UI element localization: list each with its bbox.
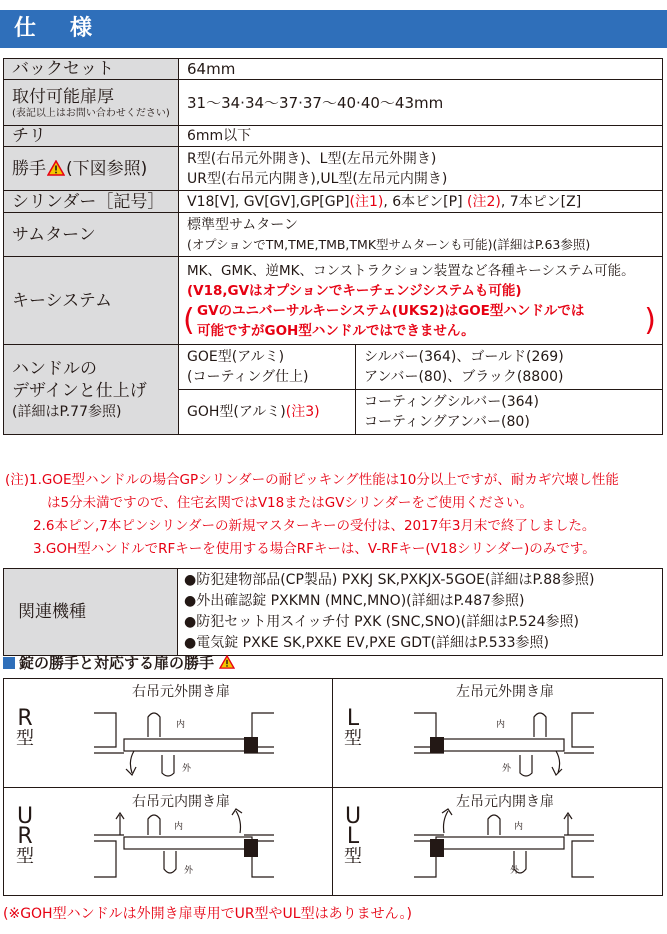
value-chiri: 6mm以下 xyxy=(179,126,663,147)
label-door-thickness: 取付可能扉厚 (表記以上はお問い合わせください) xyxy=(4,80,179,126)
inside-label: 内 xyxy=(514,822,524,832)
value-handle-goe xyxy=(179,345,663,390)
r-type-label: R 型 xyxy=(16,706,34,749)
section-header: 仕 様 xyxy=(0,10,667,48)
value-handle-goh xyxy=(179,390,663,435)
related-item: ●防犯建物部品(CP製品) PXKJ SK,PXKJX-5GOE(詳細はP.88参照) xyxy=(184,572,595,588)
goh-subtable: GOH型(アルミ)(注3) コーティングシルバー(364) コーティングアンバー(80) xyxy=(179,390,662,434)
related-item: ●外出確認錠 PXKMN (MNC,MNO)(詳細はP.487参照) xyxy=(184,593,525,609)
row-chiri xyxy=(4,126,663,147)
outside-label: 外 xyxy=(510,866,520,876)
note-2: 2.6本ピン,7本ピンシリンダーの新規マスターキーの受付は、2017年3月末で終了しました。 xyxy=(33,518,596,534)
row-handle-goe xyxy=(4,345,663,390)
label-thumbturn: サムターン xyxy=(4,213,179,257)
outside-label: 外 xyxy=(502,764,512,774)
value-backset: 64mm xyxy=(179,59,663,80)
handing-diagram xyxy=(3,678,663,896)
goe-subtable: GOE型(アルミ) (コーティング仕上) シルバー(364)、ゴールド(269) アンバー(80)、ブラック(8800) xyxy=(179,345,662,389)
row-cylinder xyxy=(4,191,663,213)
related-list xyxy=(178,569,663,656)
label-chiri: チリ xyxy=(4,126,179,147)
square-bullet-icon xyxy=(3,657,15,669)
ur-door-drawing xyxy=(64,807,304,895)
related-item: ●電気錠 PXKE SK,PXKE EV,PXE GDT(詳細はP.533参照) xyxy=(184,635,549,651)
l-door-drawing xyxy=(384,699,624,784)
label-cylinder: シリンダー［記号］ xyxy=(4,191,179,213)
note-1a: (注)1.GOE型ハンドルの場合GPシリンダーの耐ピッキング性能は10分以上ですが、耐カギ穴壊し性能 xyxy=(5,472,619,488)
spec-table xyxy=(3,58,663,435)
footnote: (※GOH型ハンドルは外開き扉専用でUR型やUL型はありません。) xyxy=(3,906,412,922)
value-keysystem: MK、GMK、逆MK、コンストラクション装置など各種キーシステム可能。 (V18,GVはオプションでキーチェンジシステムも可能) ( GVのユニバーサルキーシステム(UKS2)はGOE型ハンドルでは 可能ですがGOH型ハンドルではできません。 ) xyxy=(179,257,663,345)
inside-label: 内 xyxy=(174,822,184,832)
uks2-note: ( GVのユニバーサルキーシステム(UKS2)はGOE型ハンドルでは 可能ですがGOH型ハンドルではできません。 ) xyxy=(183,302,656,339)
row-backset xyxy=(4,59,663,80)
outside-label: 外 xyxy=(184,866,194,876)
inside-label: 内 xyxy=(496,720,506,730)
note-3: 3.GOH型ハンドルでRFキーを使用する場合RFキーは、V-RFキー(V18シリンダー)のみです。 xyxy=(33,541,596,557)
ul-door-drawing xyxy=(384,807,624,895)
section-title-handing: 錠の勝手と対応する扉の勝手 xyxy=(3,652,235,673)
ur-type-label: U R 型 xyxy=(16,804,34,867)
row-keysystem xyxy=(4,257,663,345)
r-door-drawing xyxy=(64,699,304,784)
l-caption: 左吊元外開き扉 xyxy=(456,684,554,700)
related-table xyxy=(3,568,663,656)
label-handle: ハンドルの デザインと仕上げ (詳細はP.77参照) xyxy=(4,345,179,435)
label-keysystem: キーシステム xyxy=(4,257,179,345)
row-thumbturn xyxy=(4,213,663,257)
row-door-thickness xyxy=(4,80,663,126)
inside-label: 内 xyxy=(176,720,186,730)
ur-caption: 右吊元内開き扉 xyxy=(132,794,230,810)
value-door-thickness: 31～34·34～37·37～40·40～43mm xyxy=(179,80,663,126)
row-handing xyxy=(4,147,663,191)
r-caption: 右吊元外開き扉 xyxy=(132,684,230,700)
label-handing: 勝手 (下図参照) xyxy=(4,147,179,191)
value-thumbturn: 標準型サムターン (オプションでTM,TME,TMB,TMK型サムターンも可能)(詳細はP.63参照) xyxy=(179,213,663,257)
divider xyxy=(4,787,662,788)
notes xyxy=(5,469,665,561)
l-type-label: L 型 xyxy=(344,706,362,749)
value-cylinder: V18[V], GV[GV],GP[GP](注1), 6本ピン[P] (注2), 7本ピン[Z] xyxy=(179,191,663,213)
ul-type-label: U L 型 xyxy=(344,804,362,867)
note-1b: は5分未満ですので、住宅玄関ではV18またはGVシリンダーをご使用ください。 xyxy=(47,495,533,511)
warning-icon xyxy=(219,655,235,669)
value-handing: R型(右吊元外開き)、L型(左吊元外開き) UR型(右吊元内開き),UL型(左吊元内開き) xyxy=(179,147,663,191)
ul-caption: 左吊元内開き扉 xyxy=(456,794,554,810)
outside-label: 外 xyxy=(182,764,192,774)
label-related: 関連機種 xyxy=(4,569,178,656)
related-item: ●防犯セット用スイッチ付 PXK (SNC,SNO)(詳細はP.524参照) xyxy=(184,614,580,630)
warning-icon xyxy=(47,160,65,176)
label-backset: バックセット xyxy=(4,59,179,80)
